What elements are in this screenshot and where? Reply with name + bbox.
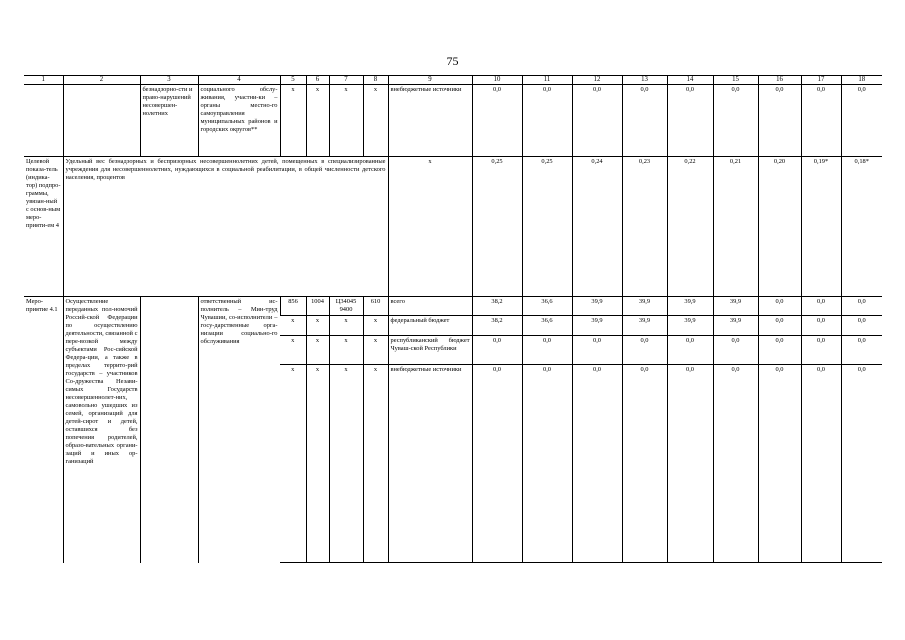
value-cell: 0,19* [801, 157, 841, 297]
funding-source: внебюджетные источники [388, 85, 472, 157]
indicator-text: Удельный вес безнадзорных и беспризорных несовершеннолетних детей, помещенных в специализированные учреждения для несовершеннолетних, нуждающихся в социальной реабилитации, в общей численности детского населения, процентов [63, 157, 388, 297]
value-cell: 0,0 [758, 85, 801, 157]
header-cell: 11 [522, 76, 572, 85]
value-cell: 0,0 [841, 316, 882, 336]
header-cell: 1 [24, 76, 63, 85]
value-cell: 0,25 [472, 157, 522, 297]
code-cell: 1004 [306, 297, 329, 316]
participants-text: социального обслу-живания, участни-ки – органы местно-го самоуправления муниципальных районов и городских округов** [198, 85, 280, 157]
value-cell: 0,0 [572, 365, 622, 563]
code-cell: x [329, 365, 363, 563]
value-cell: 36,6 [522, 316, 572, 336]
value-cell: 36,6 [522, 297, 572, 316]
value-cell: 0,22 [667, 157, 713, 297]
value-cell: 0,25 [522, 157, 572, 297]
goal-text: безнадзорно-сти и право-нарушений несовершен-нолетних [140, 85, 198, 157]
value-cell: 0,0 [758, 336, 801, 365]
value-cell: 0,23 [622, 157, 667, 297]
header-cell: 17 [801, 76, 841, 85]
value-cell: 0,20 [758, 157, 801, 297]
code-cell: 610 [363, 297, 388, 316]
value-cell: 0,18* [841, 157, 882, 297]
code-cell: x [306, 85, 329, 157]
value-cell: 0,0 [801, 316, 841, 336]
header-cell: 2 [63, 76, 140, 85]
value-cell: 0,0 [841, 85, 882, 157]
value-cell: 0,0 [758, 365, 801, 563]
header-cell: 9 [388, 76, 472, 85]
value-cell: 39,9 [622, 316, 667, 336]
value-cell: 0,0 [801, 365, 841, 563]
header-cell: 3 [140, 76, 198, 85]
value-cell: 0,21 [713, 157, 758, 297]
code-cell: x [329, 316, 363, 336]
header-cell: 4 [198, 76, 280, 85]
value-cell: 0,0 [472, 365, 522, 563]
header-row [24, 76, 882, 85]
code-cell: x [306, 365, 329, 563]
value-cell: 39,9 [667, 297, 713, 316]
header-cell: 7 [329, 76, 363, 85]
code-cell: x [306, 316, 329, 336]
value-cell: 0,24 [572, 157, 622, 297]
header-cell: 15 [713, 76, 758, 85]
value-cell: 0,0 [801, 297, 841, 316]
value-cell: 0,0 [713, 336, 758, 365]
value-cell: 0,0 [522, 365, 572, 563]
value-cell: 0,0 [472, 336, 522, 365]
target-indicator-row [24, 157, 882, 297]
header-cell: 8 [363, 76, 388, 85]
header-cell: 13 [622, 76, 667, 85]
value-cell: 38,2 [472, 297, 522, 316]
row-label: Меро-приятие 4.1 [24, 297, 63, 563]
code-cell: x [363, 365, 388, 563]
code-cell: Ц34045 9400 [329, 297, 363, 316]
value-cell: 0,0 [667, 336, 713, 365]
funding-source: всего [388, 297, 472, 316]
value-cell: 39,9 [572, 316, 622, 336]
measure-row [24, 297, 882, 316]
value-cell: 0,0 [841, 297, 882, 316]
code-cell: 856 [280, 297, 306, 316]
value-cell: 38,2 [472, 316, 522, 336]
value-cell: 0,0 [713, 365, 758, 563]
code-cell: x [280, 85, 306, 157]
funding-source: внебюджетные источники [388, 365, 472, 563]
value-cell: 39,9 [713, 297, 758, 316]
header-cell: 14 [667, 76, 713, 85]
value-cell: 0,0 [472, 85, 522, 157]
value-cell: 39,9 [667, 316, 713, 336]
value-cell: 0,0 [522, 336, 572, 365]
value-cell: 0,0 [622, 336, 667, 365]
code-cell: x [363, 316, 388, 336]
value-cell: 39,9 [713, 316, 758, 336]
funding-source: федеральный бюджет [388, 316, 472, 336]
continuation-row [24, 85, 882, 157]
funding-source: республиканский бюджет Чуваш-ской Республики [388, 336, 472, 365]
value-cell: 0,0 [667, 85, 713, 157]
value-cell: 0,0 [713, 85, 758, 157]
code-cell: x [280, 365, 306, 563]
value-cell: 39,9 [622, 297, 667, 316]
code-cell: x [280, 316, 306, 336]
value-cell: 0,0 [622, 365, 667, 563]
code-cell: x [280, 336, 306, 365]
responsible-text: ответственный ис-полнитель – Мин-труд Чувашии, со-исполнители – госу-дарственные орга-низации социально-го обслуживания [198, 297, 280, 563]
value-cell: 0,0 [801, 336, 841, 365]
header-cell: 5 [280, 76, 306, 85]
indicator-x: x [388, 157, 472, 297]
header-cell: 18 [841, 76, 882, 85]
value-cell: 0,0 [758, 297, 801, 316]
code-cell: x [363, 336, 388, 365]
value-cell: 0,0 [841, 365, 882, 563]
code-cell: x [329, 336, 363, 365]
header-cell: 16 [758, 76, 801, 85]
code-cell: x [329, 85, 363, 157]
header-cell: 6 [306, 76, 329, 85]
value-cell: 0,0 [667, 365, 713, 563]
value-cell: 0,0 [841, 336, 882, 365]
value-cell: 0,0 [522, 85, 572, 157]
value-cell: 0,0 [572, 85, 622, 157]
row-label: Целевой показа-тель (индика-тор) подпро-граммы, увязан-ный с основ-ным меро-прияти-ем 4 [24, 157, 63, 297]
header-cell: 10 [472, 76, 522, 85]
code-cell: x [306, 336, 329, 365]
value-cell: 39,9 [572, 297, 622, 316]
program-table [24, 75, 882, 563]
value-cell: 0,0 [801, 85, 841, 157]
code-cell: x [363, 85, 388, 157]
page-number: 75 [446, 54, 459, 68]
header-cell: 12 [572, 76, 622, 85]
value-cell: 0,0 [622, 85, 667, 157]
measure-name: Осуществление переданных пол-номочий Россий-ской Федерации по осуществлению деятельности, связанной с пере-возкой между субъектами Рос-сийской Федера-ции, а также в пределах террито-рий государств – участников Со-дружества Незави-симых Государств несовершеннолет-них, самовольно ушедших из семей, организаций для детей-сирот и детей, оставшихся без попечения родителей, образо-вательных органи-заций и иных ор-ганизаций [63, 297, 140, 563]
value-cell: 0,0 [758, 316, 801, 336]
value-cell: 0,0 [572, 336, 622, 365]
